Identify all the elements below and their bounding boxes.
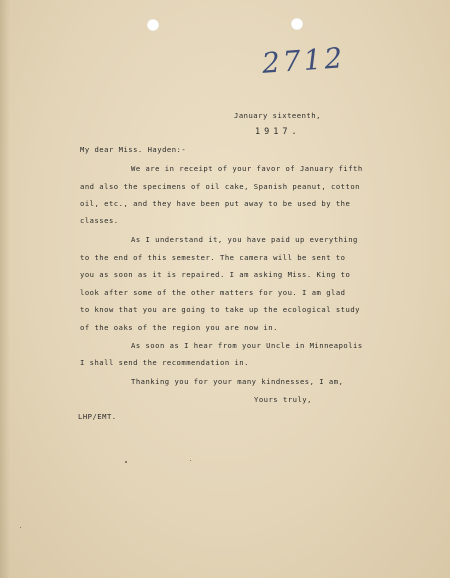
handwritten-file-number: 2712	[260, 41, 347, 80]
paragraph3-line-2: I shall send the recommendation in.	[80, 358, 249, 367]
page-edge-shadow	[0, 0, 10, 578]
paper-speck	[20, 527, 21, 528]
year-line: 1917.	[255, 127, 301, 137]
paragraph2-line-2: to the end of this semester. The camera will be sent to	[80, 253, 346, 262]
valediction: Yours truly,	[254, 395, 312, 404]
date-line: January sixteenth,	[234, 111, 321, 120]
salutation: My dear Miss. Hayden:-	[80, 145, 187, 154]
paragraph1-line-3: oil, etc., and they have been put away to be used by the	[80, 199, 351, 208]
typist-initials: LHP/EMT.	[78, 412, 117, 421]
paragraph2-line-4: look after some of the other matters for you. I am glad	[80, 288, 346, 297]
paragraph2-line-3: you as soon as it is repaired. I am asking Miss. King to	[80, 270, 351, 279]
paragraph2-line-6: of the oaks of the region you are now in.	[80, 323, 278, 332]
paper-speck	[190, 460, 191, 461]
paragraph1-line-4: classes.	[80, 216, 119, 225]
paragraph1-line-2: and also the specimens of oil cake, Spanish peanut, cotton	[80, 182, 360, 191]
paragraph2-line-5: to know that you are going to take up the ecological study	[80, 305, 360, 314]
paragraph2-line-1: As I understand it, you have paid up everything	[131, 235, 358, 244]
punch-hole-left	[147, 19, 159, 31]
paragraph1-line-1: We are in receipt of your favor of January fifth	[131, 164, 363, 173]
paragraph3-line-1: As soon as I hear from your Uncle in Minneapolis	[131, 341, 363, 350]
paper-speck	[125, 461, 127, 463]
punch-hole-right	[291, 18, 303, 30]
closing-line: Thanking you for your many kindnesses, I am,	[131, 377, 344, 386]
